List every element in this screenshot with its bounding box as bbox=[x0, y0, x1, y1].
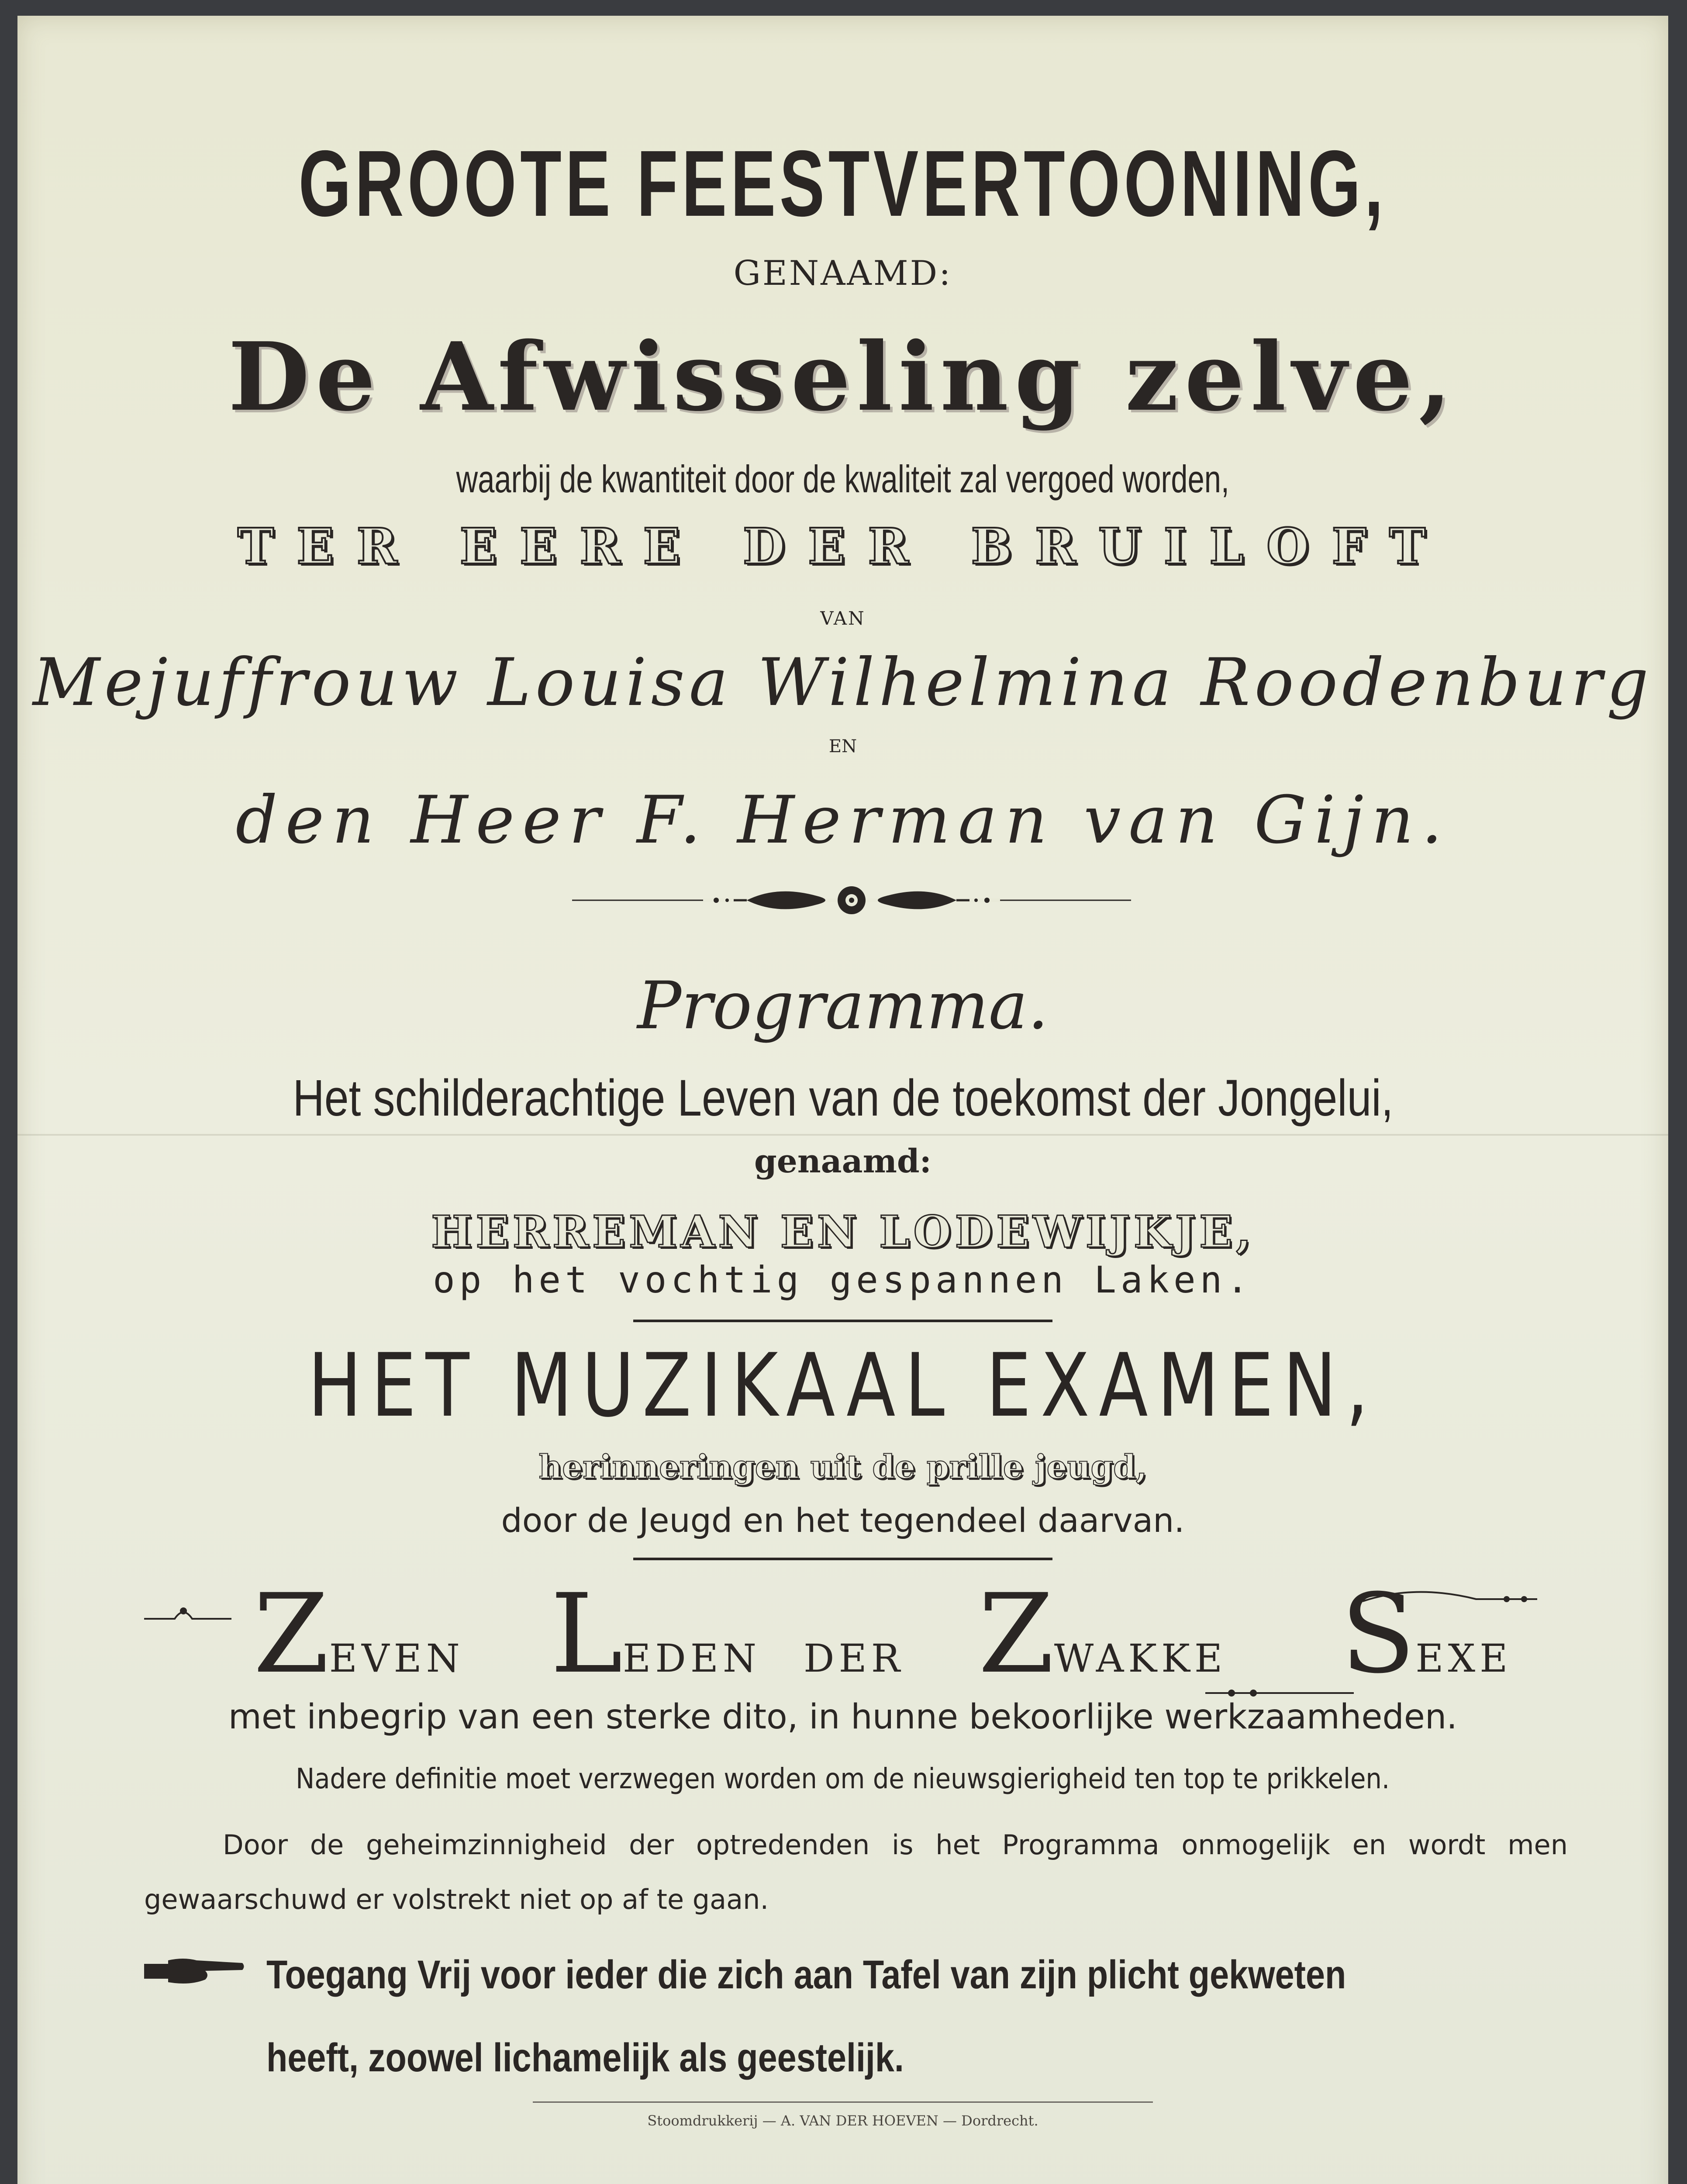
bride-name: Mejuffrouw Louisa Wilhelmina Roodenburg bbox=[33, 645, 1653, 721]
divider-rule bbox=[633, 1320, 1052, 1322]
act3-word: LEDEN bbox=[550, 1570, 761, 1697]
waarbij-line: waarbij de kwantiteit door de kwaliteit zal vergoed worden, bbox=[456, 457, 1230, 501]
act3-word: ZEVEN bbox=[253, 1570, 464, 1697]
flourish-icon bbox=[1363, 1584, 1537, 1610]
act3-word: SEXE bbox=[1341, 1570, 1512, 1697]
footer-rule bbox=[533, 2101, 1153, 2103]
nadere-line: Nadere definitie moet verzwegen worden om de nieuwsgierigheid ten top te prikkelen. bbox=[296, 1763, 1390, 1795]
divider-rule bbox=[633, 1558, 1052, 1560]
paper-fold bbox=[17, 1134, 1668, 1136]
act3-title bbox=[17, 1570, 1668, 1715]
act1-genaamd: genaamd: bbox=[754, 1143, 931, 1180]
groom-name: den Heer F. Herman van Gijn. bbox=[235, 782, 1450, 858]
programma-heading: Programma. bbox=[637, 968, 1049, 1044]
act2-title: HET MUZIKAAL EXAMEN, bbox=[307, 1335, 1378, 1437]
ter-eere-heading: TER EERE DER BRUILOFT bbox=[237, 518, 1449, 575]
act3-word: ZWAKKE bbox=[978, 1570, 1227, 1697]
toegang-notice: Toegang Vrij voor ieder die zich aan Tafel van zijn plicht gekweten heeft, zoowel lichamelijk als geestelijk. bbox=[266, 1952, 1346, 2080]
poster-title: GROOTE FEESTVERTOONING, bbox=[298, 131, 1387, 236]
en-label: EN bbox=[828, 736, 857, 757]
flourish-icon bbox=[144, 1601, 231, 1628]
printer-credit: Stoomdrukkerij — A. VAN DER HOEVEN — Dordrecht. bbox=[647, 2112, 1038, 2129]
act3-word: DER bbox=[804, 1636, 905, 1681]
poster-subtitle: De Afwisseling zelve, bbox=[228, 321, 1458, 432]
act1-subtitle: op het vochtig gespannen Laken. bbox=[433, 1258, 1253, 1301]
act1-name: HERREMAN EN LODEWIJKJE, bbox=[431, 1206, 1255, 1258]
act3-subtitle: met inbegrip van een sterke dito, in hunne bekoorlijke werkzaamheden. bbox=[228, 1697, 1458, 1737]
van-label: VAN bbox=[820, 608, 866, 629]
act1-title: Het schilderachtige Leven van de toekomst der Jongelui, bbox=[292, 1069, 1394, 1127]
genaamd-label: GENAAMD: bbox=[733, 254, 952, 293]
floral-ornament-icon bbox=[572, 883, 1131, 918]
poster-sheet bbox=[17, 16, 1668, 2184]
programma-paragraph: Door de geheimzinnigheid der optredenden is het Programma onmogelijk en wordt men gewaarschuwd er volstrekt niet op af te gaan. bbox=[144, 1829, 1568, 1915]
pointing-hand-icon bbox=[144, 1951, 245, 1990]
act2-subtitle-2: door de Jeugd en het tegendeel daarvan. bbox=[501, 1501, 1185, 1540]
act2-subtitle-1: herinneringen uit de prille jeugd, bbox=[538, 1448, 1147, 1486]
